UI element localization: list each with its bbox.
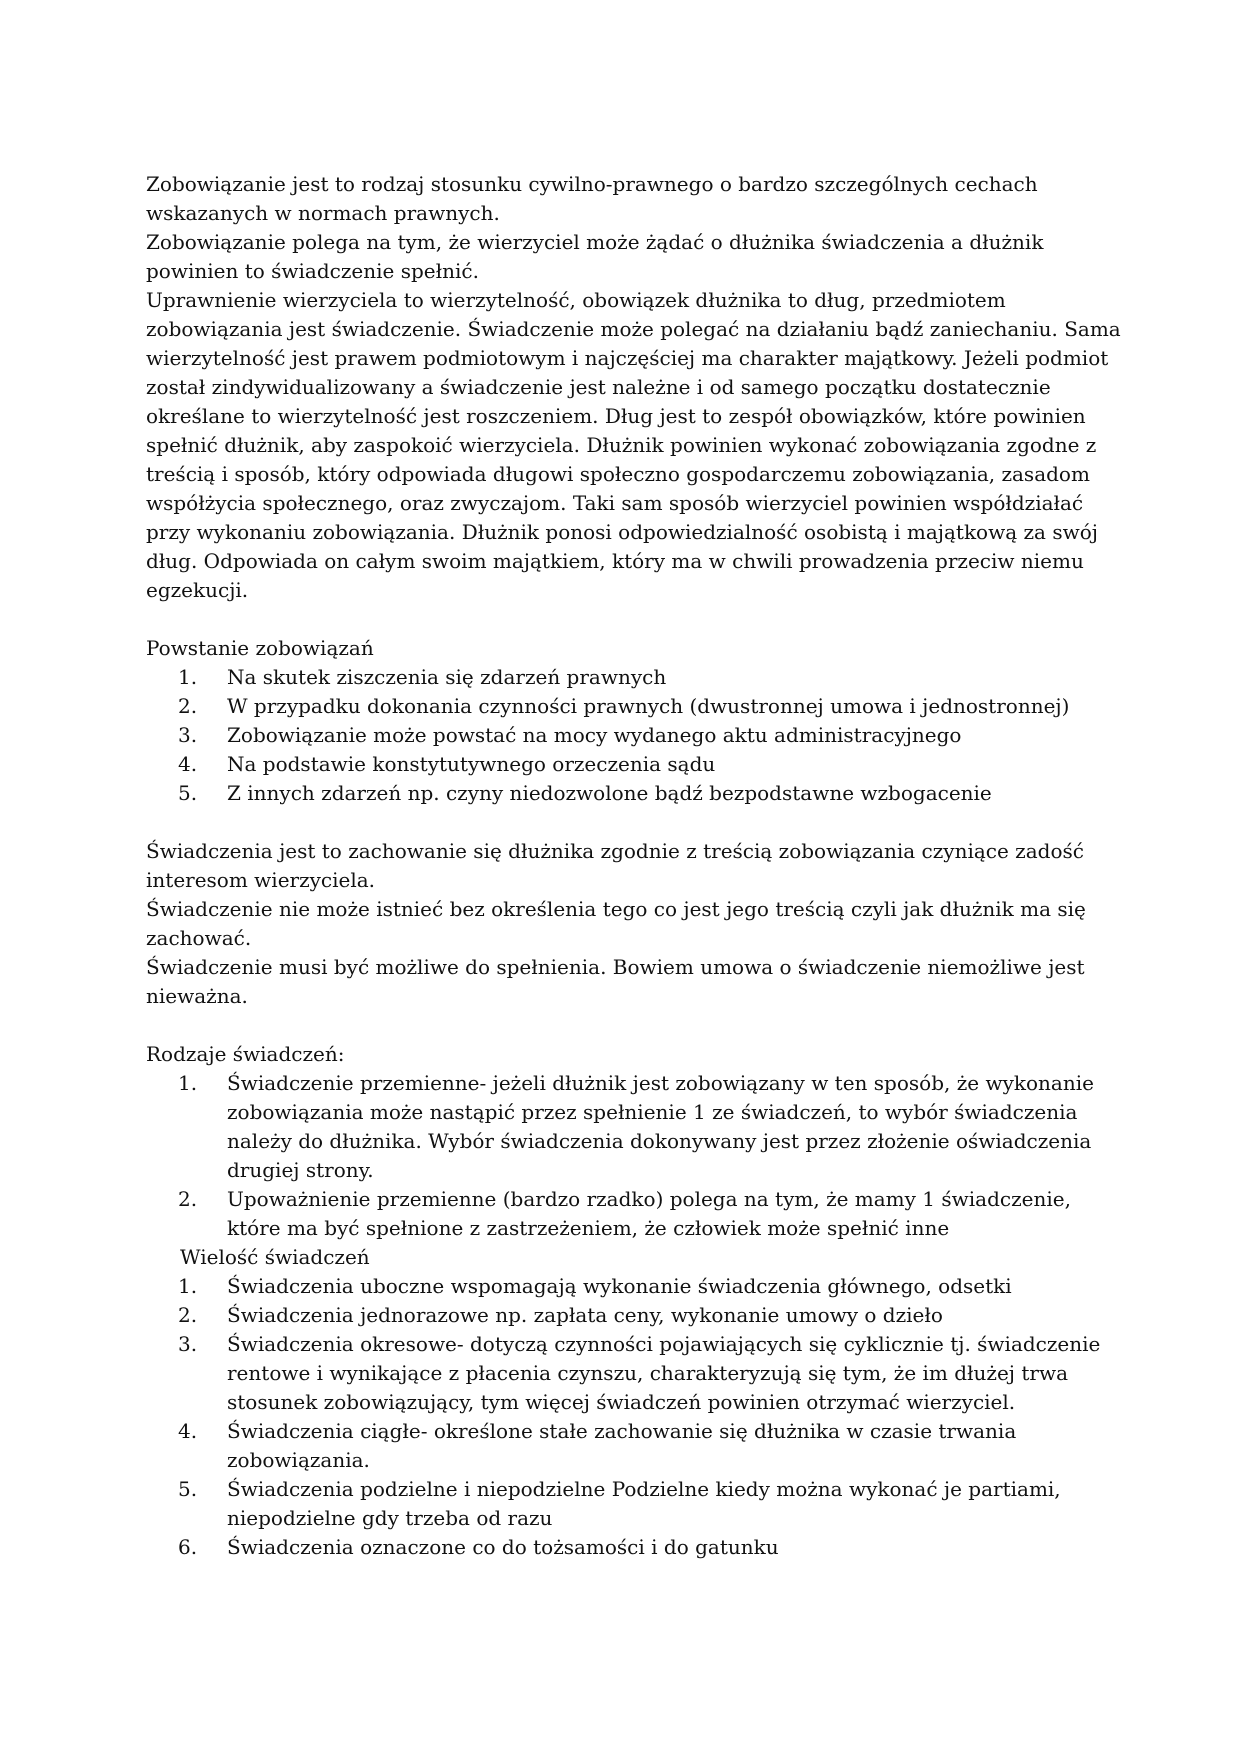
list-item-wielosc-2: Świadczenia jednorazowe np. zapłata ceny, wykonanie umowy o dzieło [227,1303,943,1327]
list-item-rodzaje-2: Upoważnienie przemienne (bardzo rzadko) polega na tym, że mamy 1 świadczenie, które ma być spełnione z zastrzeżeniem, że człowiek może spełnić inne [227,1187,1071,1240]
blank-line [146,1011,1122,1040]
blank-line [146,605,1122,634]
ordered-list-rodzaje [146,1069,1122,1243]
list-item-wielosc-3: Świadczenia okresowe- dotyczą czynności pojawiających się cyklicznie tj. świadczenie rentowe i wynikające z płacenia czynszu, charakteryzują się tym, że im dłużej trwa stosunek zobowiązujący, tym więcej świadczeń powinien otrzymać wierzyciel. [227,1332,1101,1414]
list-item-powstanie-1: Na skutek ziszczenia się zdarzeń prawnych [227,665,667,689]
list-item-rodzaje-1: Świadczenie przemienne- jeżeli dłużnik jest zobowiązany w ten sposób, że wykonanie zobowiązania może nastąpić przez spełnienie 1 ze świadczeń, to wybór świadczenia należy do dłużnika. Wybór świadczenia dokonywany jest przez złożenie oświadczenia drugiej strony. [227,1071,1094,1182]
list-item-wielosc-1: Świadczenia uboczne wspomagają wykonanie świadczenia głównego, odsetki [227,1274,1012,1298]
ordered-list-powstanie [146,663,1122,808]
list-item-powstanie-4: Na podstawie konstytutywnego orzeczenia sądu [227,752,716,776]
paragraph-zobowiazanie-polega: Zobowiązanie polega na tym, że wierzyciel może żądać o dłużnika świadczenia a dłużnik powinien to świadczenie spełnić. [146,230,1044,283]
list-item-wielosc-6: Świadczenia oznaczone co do tożsamości i do gatunku [227,1535,779,1559]
paragraph-swiadczenie-tresc: Świadczenie nie może istnieć bez określenia tego co jest jego treścią czyli jak dłużnik ma się zachować. [146,897,1086,950]
list-item-wielosc-4: Świadczenia ciągłe- określone stałe zachowanie się dłużnika w czasie trwania zobowiązania. [227,1419,1017,1472]
blank-line [146,808,1122,837]
paragraph-uprawnienie-wierzyciela: Uprawnienie wierzyciela to wierzytelność, obowiązek dłużnika to dług, przedmiotem zobowiązania jest świadczenie. Świadczenie może polegać na działaniu bądź zaniechaniu. Sama wierzytelność jest prawem podmiotowym i najczęściej ma charakter majątkowy. Jeżeli podmiot został zindywidualizowany a świadczenie jest należne i od samego początku dostatecznie określane to wierzytelność jest roszczeniem. Dług jest to zespół obowiązków, które powinien spełnić dłużnik, aby zaspokoić wierzyciela. Dłużnik powinien wykonać zobowiązania zgodne z treścią i sposób, który odpowiada długowi społeczno gospodarczemu zobowiązania, zasadom współżycia społecznego, oraz zwyczajom. Taki sam sposób wierzyciel powinien współdziałać przy wykonaniu zobowiązania. Dłużnik ponosi odpowiedzialność osobistą i majątkową za swój dług. Odpowiada on całym swoim majątkiem, który ma w chwili prowadzenia przeciw niemu egzekucji. [146,288,1121,602]
paragraph-swiadczenie-mozliwe: Świadczenie musi być możliwe do spełnienia. Bowiem umowa o świadczenie niemożliwe jest nieważna. [146,955,1085,1008]
list-item-powstanie-2: W przypadku dokonania czynności prawnych (dwustronnej umowa i jednostronnej) [227,694,1070,718]
list-item-powstanie-3: Zobowiązanie może powstać na mocy wydanego aktu administracyjnego [227,723,962,747]
label-wielosc-swiadczen: Wielość świadczeń [180,1245,370,1269]
heading-rodzaje-swiadczen: Rodzaje świadczeń: [146,1042,345,1066]
list-item-powstanie-5: Z innych zdarzeń np. czyny niedozwolone bądź bezpodstawne wzbogacenie [227,781,992,805]
paragraph-zobowiazanie-definition: Zobowiązanie jest to rodzaj stosunku cywilno-prawnego o bardzo szczególnych cechach wskazanych w normach prawnych. [146,172,1038,225]
paragraph-swiadczenia-definition: Świadczenia jest to zachowanie się dłużnika zgodnie z treścią zobowiązania czyniące zadość interesom wierzyciela. [146,839,1084,892]
heading-powstanie-zobowiazan: Powstanie zobowiązań [146,636,374,660]
ordered-list-wielosc [146,1272,1122,1562]
list-item-wielosc-5: Świadczenia podzielne i niepodzielne Podzielne kiedy można wykonać je partiami, niepodzielne gdy trzeba od razu [227,1477,1061,1530]
